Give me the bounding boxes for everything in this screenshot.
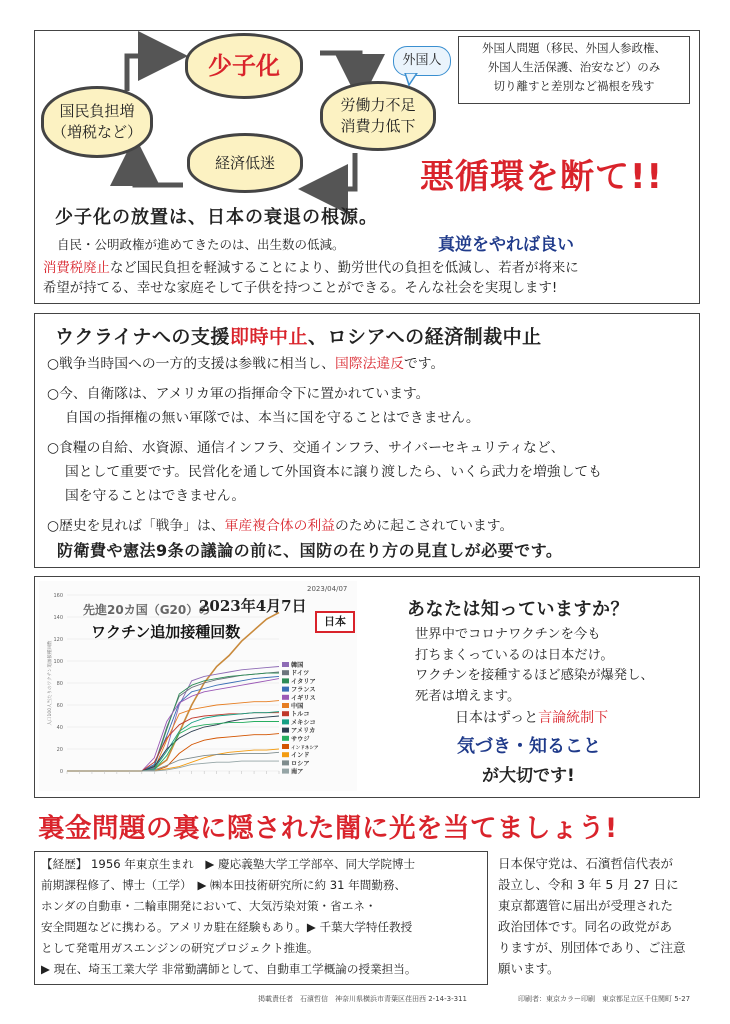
- series-swatch-2: [282, 670, 289, 675]
- chart-ytick: 40: [56, 725, 63, 731]
- vaccine-text: [415, 625, 695, 707]
- series-label-5: イギリス: [291, 694, 316, 702]
- chart-title-line2: ワクチン追加接種回数: [91, 623, 241, 641]
- series-label-1: 韓国: [291, 662, 304, 669]
- cycle-labor-line1: 労働力不足: [340, 96, 416, 114]
- point-2-line2: 自国の指揮権の無い軍隊では、本当に国を守ることはできません。: [65, 410, 480, 426]
- japan-callout-label: 日本: [324, 615, 346, 628]
- foreigner-bubble: [393, 46, 451, 76]
- series-line-13: [67, 752, 279, 771]
- vaccine-line1: 世界中でコロナワクチンを今も: [415, 627, 601, 642]
- point-2-line1: ○今、自衛隊は、アメリカ軍の指揮命令下に置かれています。: [47, 386, 430, 402]
- headline: 少子化の放置は、日本の衰退の根源。: [55, 207, 378, 228]
- cycle-burden: [41, 86, 153, 158]
- cycle-burden-line1: 国民負担増: [59, 102, 135, 120]
- point-1-c: です。: [403, 356, 445, 372]
- point-4-c: のために起こされています。: [334, 518, 514, 534]
- footer-publisher: 掲載責任者 石濱哲信 神奈川県横浜市青葉区荏田西 2-14-3-311: [258, 995, 467, 1003]
- foreigner-note-line3: 切り離すと差別など禍根を残す: [493, 79, 655, 93]
- foreigner-note-line1: 外国人問題（移民、外国人参政権、: [482, 41, 666, 55]
- series-swatch-6: [282, 703, 289, 708]
- chart-title-line1: 先進20カ国（G20）の: [83, 603, 211, 617]
- vaccine-chart: [39, 581, 357, 791]
- ukraine-points: [47, 352, 692, 538]
- series-line-5: [67, 679, 279, 771]
- series-line-4: [67, 676, 279, 771]
- uragane-headline: 裏金問題の裏に隠された闇に光を当てましょう!: [38, 813, 618, 844]
- chart-ytick: 140: [53, 615, 63, 621]
- section-ukraine: [34, 313, 700, 568]
- vaccine-censor-a: 日本はずっと: [455, 710, 539, 726]
- series-label-12: インド: [291, 752, 310, 760]
- series-label-10: サウジ: [291, 735, 310, 743]
- chart-ytick: 60: [56, 703, 63, 709]
- series-swatch-14: [282, 769, 289, 774]
- point-4-b: 軍産複合体の利益: [224, 518, 335, 534]
- series-swatch-11: [282, 744, 289, 749]
- series-swatch-10: [282, 736, 289, 741]
- series-swatch-3: [282, 678, 289, 683]
- series-label-6: 中国: [291, 703, 304, 710]
- foreigner-bubble-tail: [403, 73, 423, 87]
- cycle-shoushika: [185, 33, 303, 99]
- party-line2: 設立し、令和 3 年 5 月 27 日に: [498, 877, 679, 892]
- vaccine-awareness: 気づき・知ること: [457, 736, 601, 757]
- party-line5: りますが、別団体であり、ご注意: [498, 940, 686, 955]
- ukraine-title-a: ウクライナへの支援: [55, 326, 230, 348]
- vaccine-line4: 死者は増えます。: [415, 688, 521, 704]
- cycle-shoushika-label: 少子化: [208, 51, 280, 80]
- career-line1: 【経歴】 1956 年東京生まれ ▶ 慶応義塾大学工学部卒、同大学院博士: [41, 857, 416, 871]
- point-3-line3: 国を守ることはできません。: [65, 488, 246, 504]
- cycle-labor-line2: 消費力低下: [340, 117, 416, 135]
- career-line6: ▶ 現在、埼玉工業大学 非常勤講師として、自動車工学概論の授業担当。: [41, 962, 417, 976]
- japan-callout: [315, 611, 355, 633]
- series-swatch-5: [282, 695, 289, 700]
- cycle-economy-label: 経済低迷: [214, 153, 275, 172]
- slogan: 悪循環を断て!!: [420, 157, 664, 197]
- series-swatch-8: [282, 719, 289, 724]
- series-label-13: ロシア: [291, 760, 310, 768]
- point-1-a: ○戦争当時国への一方的支援は参戦に相当し、: [47, 356, 335, 372]
- point-3-line1: ○食糧の自給、水資源、通信インフラ、交通インフラ、サイバーセキュリティなど、: [47, 440, 565, 456]
- series-label-11: インドネシア: [291, 746, 319, 751]
- chart-corner-date: 2023/04/07: [307, 585, 348, 593]
- point-4-a: ○歴史を見れば「戦争」は、: [47, 518, 225, 534]
- career-box: [34, 851, 488, 985]
- vaccine-line3: ワクチンを接種するほど感染が爆発し、: [415, 668, 654, 683]
- series-line-11: [67, 734, 279, 771]
- ukraine-title-c: 、ロシアへの経済制裁中止: [307, 326, 542, 348]
- chart-ylabel: 人口100人当たりのワクチン追加接種回数: [48, 640, 53, 726]
- vaccine-heading: あなたは知っていますか？: [407, 599, 629, 620]
- arrow-bottom-left: [135, 161, 183, 185]
- vaccine-important: が大切です!: [482, 766, 575, 786]
- section-shoushika: [34, 30, 700, 304]
- body-line1: など国民負担を軽減することにより、勤労世代の負担を低減し、若者が将来に: [109, 261, 579, 276]
- series-label-2: ドイツ: [291, 670, 310, 678]
- series-label-7: トルコ: [291, 711, 310, 719]
- series-label-3: イタリア: [291, 678, 316, 686]
- party-note: [498, 853, 698, 979]
- chart-ytick: 100: [53, 659, 63, 665]
- body-highlight: 消費税廃止: [43, 261, 110, 276]
- career-line5: として発電用ガスエンジンの研究プロジェクト推進。: [41, 941, 319, 955]
- arrow-top-right: [320, 53, 360, 79]
- series-swatch-12: [282, 752, 289, 757]
- ukraine-title-b: 即時中止: [229, 326, 308, 348]
- chart-ytick: 120: [53, 637, 63, 643]
- chart-ytick: 20: [56, 747, 63, 753]
- arrow-right-down: [323, 153, 355, 189]
- chart-ytick: 80: [56, 681, 63, 687]
- career-line3: ホンダの自動車・二輪車開発において、大気汚染対策・省エネ・: [41, 899, 377, 913]
- series-swatch-4: [282, 687, 289, 692]
- series-line-2: [67, 672, 279, 771]
- point-1-b: 国際法違反: [334, 356, 404, 372]
- series-label-9: アメリカ: [291, 727, 316, 735]
- ukraine-title: [55, 322, 542, 349]
- chart-date: 2023年4月7日: [199, 597, 307, 615]
- reverse-text: 真逆をやれば良い: [438, 235, 574, 255]
- subline: 自民・公明政権が進めてきたのは、出生数の低減。: [57, 237, 345, 252]
- point-3-line2: 国として重要です。民営化を通して外国資本に譲り渡したら、いくら武力を増強しても: [65, 464, 602, 480]
- vaccine-censor: [455, 707, 608, 727]
- section1-body: [43, 259, 693, 299]
- party-line1: 日本保守党は、石濱哲信代表が: [498, 856, 674, 871]
- foreigner-label: 外国人: [402, 53, 442, 68]
- vaccine-line2: 打ちまくっているのは日本だけ。: [415, 647, 614, 663]
- career-line4: 安全問題などに携わる。アメリカ駐在経験もあり。▶ 千葉大学特任教授: [41, 920, 413, 934]
- arrow-left-up: [127, 56, 163, 91]
- series-swatch-9: [282, 728, 289, 733]
- party-line3: 東京都選管に届出が受理された: [498, 898, 674, 913]
- footer-printer: 印刷者：東京カラー印刷 東京都足立区千住関町 5-27: [518, 995, 691, 1003]
- party-line6: 願います。: [498, 961, 560, 976]
- series-swatch-13: [282, 760, 289, 765]
- section-vaccine: [34, 576, 700, 798]
- party-line4: 政治団体です。同名の政党があ: [498, 919, 673, 934]
- ukraine-conclusion: 防衛費や憲法9条の議論の前に、国防の在り方の見直しが必要です。: [57, 541, 563, 560]
- foreigner-note-line2: 外国人生活保護、治安など）のみ: [487, 60, 661, 74]
- chart-ytick: 160: [53, 593, 63, 599]
- series-swatch-1: [282, 662, 289, 667]
- series-label-4: フランス: [291, 686, 316, 694]
- series-label-8: メキシコ: [291, 719, 316, 727]
- vaccine-censor-b: 言論統制下: [538, 710, 609, 726]
- cycle-burden-line2: （増税など）: [51, 123, 142, 141]
- cycle-economy: [187, 133, 303, 193]
- foreigner-note: [458, 36, 690, 104]
- point-4: [47, 514, 692, 538]
- career-line2: 前期課程修了、博士（工学） ▶ ㈱本田技術研究所に約 31 年間勤務、: [41, 878, 407, 892]
- point-1: [47, 352, 692, 376]
- series-swatch-7: [282, 711, 289, 716]
- chart-ytick: 0: [59, 769, 63, 775]
- cycle-labor: [320, 81, 436, 151]
- series-label-14: 南ア: [291, 768, 304, 776]
- body-line2: 希望が持てる、幸せな家庭そして子供を持つことができる。そんな社会を実現します!: [43, 281, 558, 296]
